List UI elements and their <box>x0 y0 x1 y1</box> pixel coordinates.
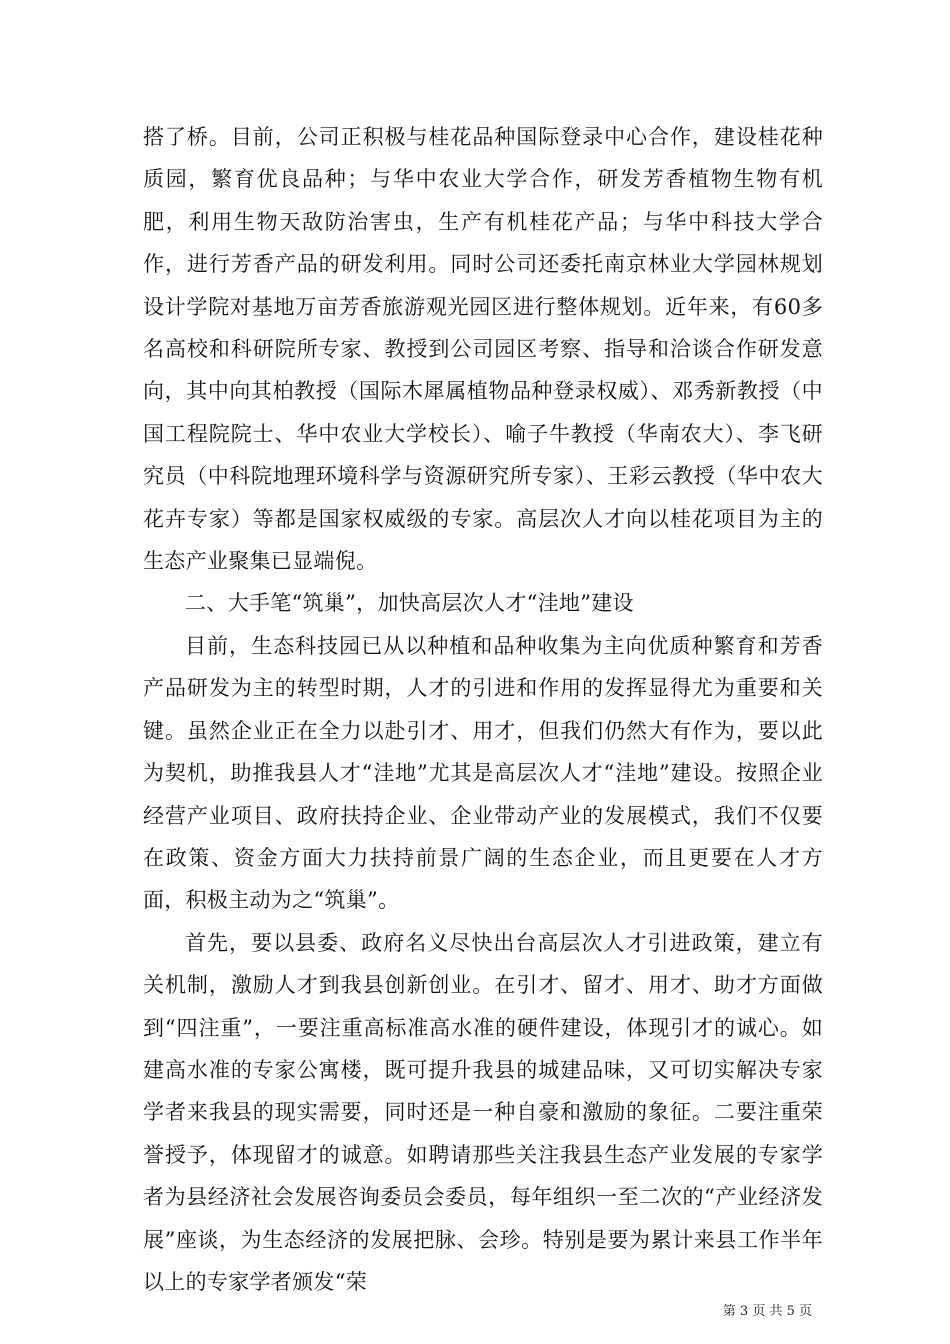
section-heading: 二、大手笔“筑巢”，加快高层次人才“洼地”建设 <box>185 591 634 616</box>
page-number: 第 3 页 共 5 页 <box>722 1304 812 1319</box>
paragraph: 目前，生态科技园已从以种植和品种收集为主向优质种繁育和芳香产品研发为主的转型时期，人才的引进和作用的发挥显得尤为重要和关键。虽然企业正在全力以赴引才、用才，但我们仍然大有作为，要以此为契机，助推我县人才“洼地”尤其是高层次人才“洼地”建设。按照企业经营产业项目、政府扶持企业、企业带动产业的发展模式，我们不仅要在政策、资金方面大力扶持前景广阔的生态企业，而且更要在人才方面，积极主动为之“筑巢”。 <box>143 633 823 913</box>
paragraph-continuation: 搭了桥。目前，公司正积极与桂花品种国际登录中心合作，建设桂花种质园，繁育优良品种；与华中农业大学合作，研发芳香植物生物有机肥，利用生物天敌防治害虫，生产有机桂花产品；与华中科技大学合作，进行芳香产品的研发利用。同时公司还委托南京林业大学园林规划设计学院对基地万亩芳香旅游观光园区进行整体规划。近年来，有60多名高校和科研院所专家、教授到公司园区考察、指导和洽谈合作研发意向，其中向其柏教授（国际木犀属植物品种登录权威）、邓秀新教授（中国工程院院士、华中农业大学校长）、喻子牛教授（华南农大）、李飞研究员（中科院地理环境科学与资源研究所专家）、王彩云教授（华中农大花卉专家）等都是国家权威级的专家。高层次人才向以桂花项目为主的生态产业聚集已显端倪。 <box>143 125 823 574</box>
paragraph: 首先，要以县委、政府名义尽快出台高层次人才引进政策，建立有关机制，激励人才到我县创新创业。在引才、留才、用才、助才方面做到“四注重”，一要注重高标准高水准的硬件建设，体现引才的诚心。如建高水准的专家公寓楼，既可提升我县的城建品味，又可切实解决专家学者来我县的现实需要，同时还是一种自豪和激励的象征。二要注重荣誉授予，体现留才的诚意。如聘请那些关注我县生态产业发展的专家学者为县经济社会发展咨询委员会委员，每年组织一至二次的“产业经济发展”座谈，为生态经济的发展把脉、会珍。特别是要为累计来县工作半年以上的专家学者颁发“荣 <box>143 930 823 1294</box>
document-body <box>143 116 823 1303</box>
